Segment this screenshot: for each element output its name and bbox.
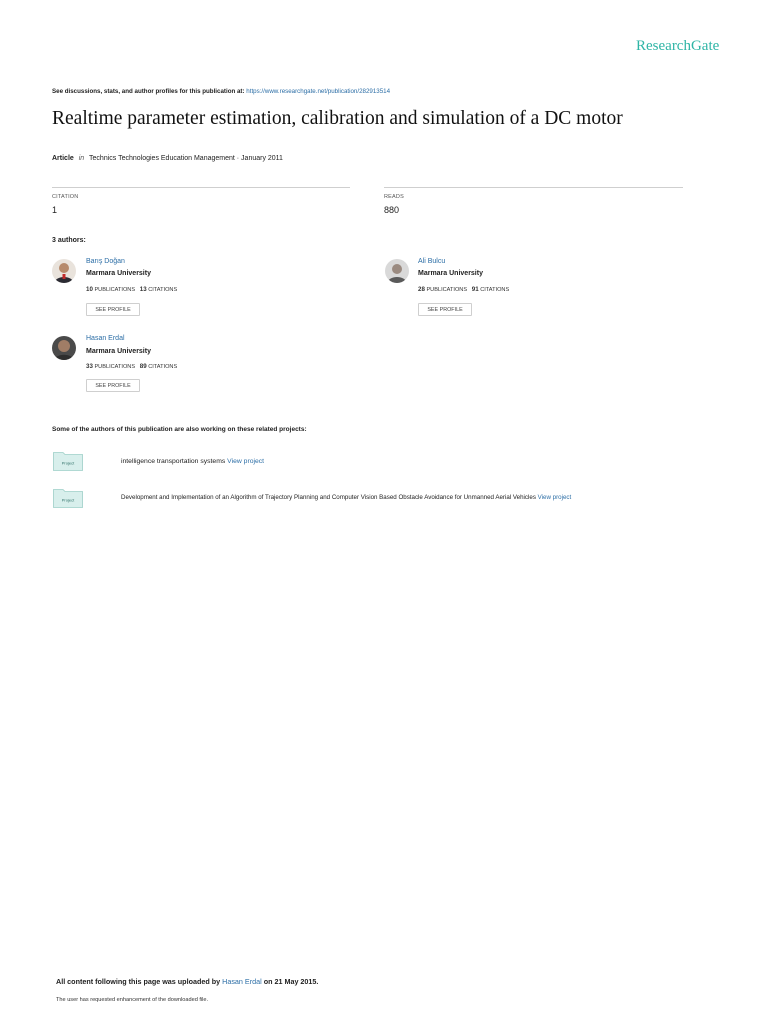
project-item bbox=[121, 458, 264, 465]
author-affiliation: Marmara University bbox=[86, 348, 151, 355]
see-profile-button[interactable]: SEE PROFILE bbox=[86, 303, 140, 316]
avatar[interactable] bbox=[385, 259, 409, 283]
in-word: in bbox=[78, 155, 85, 162]
discussion-line bbox=[52, 88, 390, 95]
citation-value: 1 bbox=[52, 205, 58, 215]
project-badge: Project bbox=[61, 460, 75, 466]
uploader-link[interactable]: Hasan Erdal bbox=[222, 977, 262, 986]
project-folder-icon bbox=[53, 488, 83, 506]
publication-venue: Technics Technologies Education Management · January 2011 bbox=[89, 155, 283, 162]
citations-count: 89 bbox=[139, 363, 147, 370]
publications-count: 28 bbox=[418, 286, 425, 293]
citations-label: CITATIONS bbox=[148, 364, 178, 370]
reads-label: READS bbox=[384, 194, 404, 200]
citations-count: 13 bbox=[139, 286, 147, 293]
publications-count: 10 bbox=[86, 286, 93, 293]
publication-type: Article bbox=[52, 155, 74, 162]
see-profile-button[interactable]: SEE PROFILE bbox=[418, 303, 472, 316]
upload-suffix: on 21 May 2015. bbox=[263, 977, 319, 986]
author-stats bbox=[418, 286, 509, 293]
avatar[interactable] bbox=[52, 259, 76, 283]
reads-value: 880 bbox=[384, 205, 400, 215]
avatar[interactable] bbox=[52, 336, 76, 360]
citations-label: CITATIONS bbox=[480, 287, 510, 293]
author-name-link[interactable]: Hasan Erdal bbox=[86, 335, 125, 342]
citations-label: CITATIONS bbox=[148, 287, 178, 293]
citations-count: 91 bbox=[471, 286, 479, 293]
citation-divider bbox=[52, 187, 350, 188]
upload-line bbox=[56, 977, 318, 986]
author-name-link[interactable]: Ali Bulcu bbox=[418, 258, 446, 265]
author-affiliation: Marmara University bbox=[86, 270, 151, 277]
view-project-link[interactable]: View project bbox=[537, 494, 572, 501]
publication-meta bbox=[52, 155, 283, 162]
citation-label: CITATION bbox=[52, 194, 79, 200]
see-profile-button[interactable]: SEE PROFILE bbox=[86, 379, 140, 392]
researchgate-logo[interactable]: ResearchGate bbox=[636, 38, 720, 54]
discussion-text: See discussions, stats, and author profiles for this publication at: bbox=[52, 88, 245, 95]
author-stats bbox=[86, 286, 177, 293]
upload-prefix: All content following this page was uploaded by bbox=[56, 977, 221, 986]
project-badge: Project bbox=[61, 497, 75, 503]
author-name-link[interactable]: Barış Doğan bbox=[86, 258, 125, 265]
authors-heading: 3 authors: bbox=[52, 237, 86, 244]
author-affiliation: Marmara University bbox=[418, 270, 483, 277]
author-stats bbox=[86, 363, 177, 370]
project-title: Development and Implementation of an Algorithm of Trajectory Planning and Computer Vision Based Obstacle Avoidance for Unmanned Aerial Vehicles bbox=[121, 494, 536, 501]
view-project-link[interactable]: View project bbox=[227, 458, 265, 465]
publications-count: 33 bbox=[86, 363, 93, 370]
project-folder-icon bbox=[53, 451, 83, 469]
publication-title: Realtime parameter estimation, calibration and simulation of a DC motor bbox=[52, 108, 623, 129]
project-title: intelligence transportation systems bbox=[121, 458, 226, 465]
publication-url-link[interactable]: https://www.researchgate.net/publication/282913514 bbox=[246, 88, 391, 95]
publications-label: PUBLICATIONS bbox=[94, 287, 136, 293]
publications-label: PUBLICATIONS bbox=[426, 287, 468, 293]
project-item bbox=[121, 494, 571, 501]
projects-heading: Some of the authors of this publication are also working on these related projects: bbox=[52, 426, 307, 433]
publications-label: PUBLICATIONS bbox=[94, 364, 136, 370]
reads-divider bbox=[384, 187, 683, 188]
enhancement-note: The user has requested enhancement of the downloaded file. bbox=[56, 997, 209, 1003]
